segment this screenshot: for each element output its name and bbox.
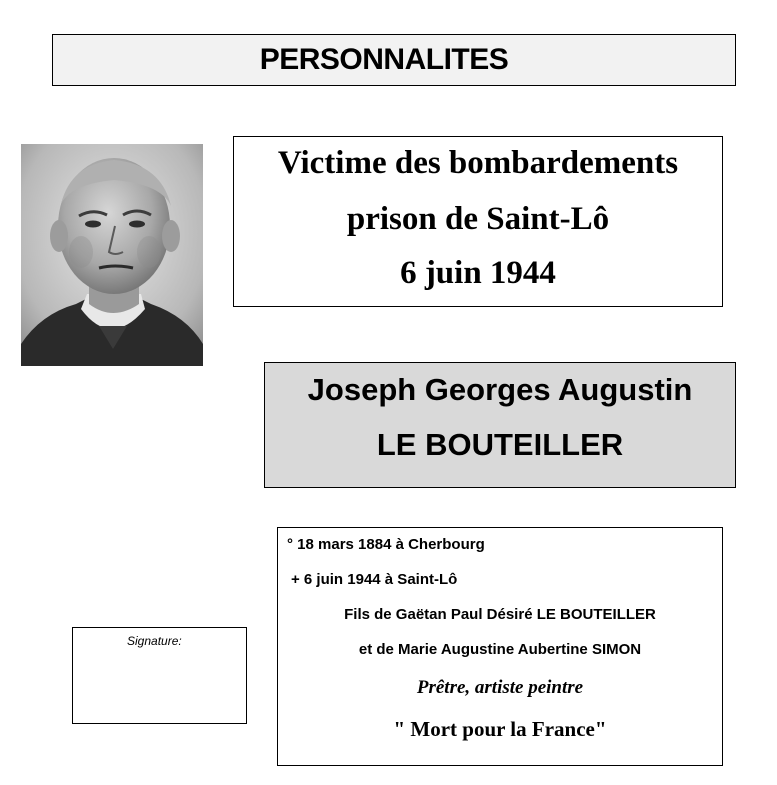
event-location-line: prison de Saint-Lô bbox=[346, 201, 610, 237]
surname: LE BOUTEILLER bbox=[376, 427, 624, 462]
page-title: PERSONNALITES bbox=[259, 43, 509, 76]
profession: Prêtre, artiste peintre bbox=[416, 677, 584, 698]
death-info: + 6 juin 1944 à Saint-Lô bbox=[291, 571, 458, 588]
event-title-line: Victime des bombardements bbox=[277, 145, 679, 181]
details-box bbox=[277, 527, 723, 766]
event-date-line: 6 juin 1944 bbox=[400, 255, 556, 291]
birth-info: ° 18 mars 1884 à Cherbourg bbox=[287, 536, 485, 553]
name-box bbox=[264, 362, 736, 488]
header-banner bbox=[52, 34, 736, 86]
event-box bbox=[233, 136, 723, 307]
portrait-photo bbox=[21, 144, 203, 366]
signature-box bbox=[72, 627, 247, 724]
portrait-image-icon bbox=[21, 144, 203, 366]
mother-info: et de Marie Augustine Aubertine SIMON bbox=[358, 641, 642, 658]
father-info: Fils de Gaëtan Paul Désiré LE BOUTEILLER bbox=[344, 606, 656, 623]
mention: " Mort pour la France" bbox=[393, 717, 607, 741]
given-names: Joseph Georges Augustin bbox=[307, 372, 693, 407]
signature-label: Signature: bbox=[127, 634, 182, 648]
